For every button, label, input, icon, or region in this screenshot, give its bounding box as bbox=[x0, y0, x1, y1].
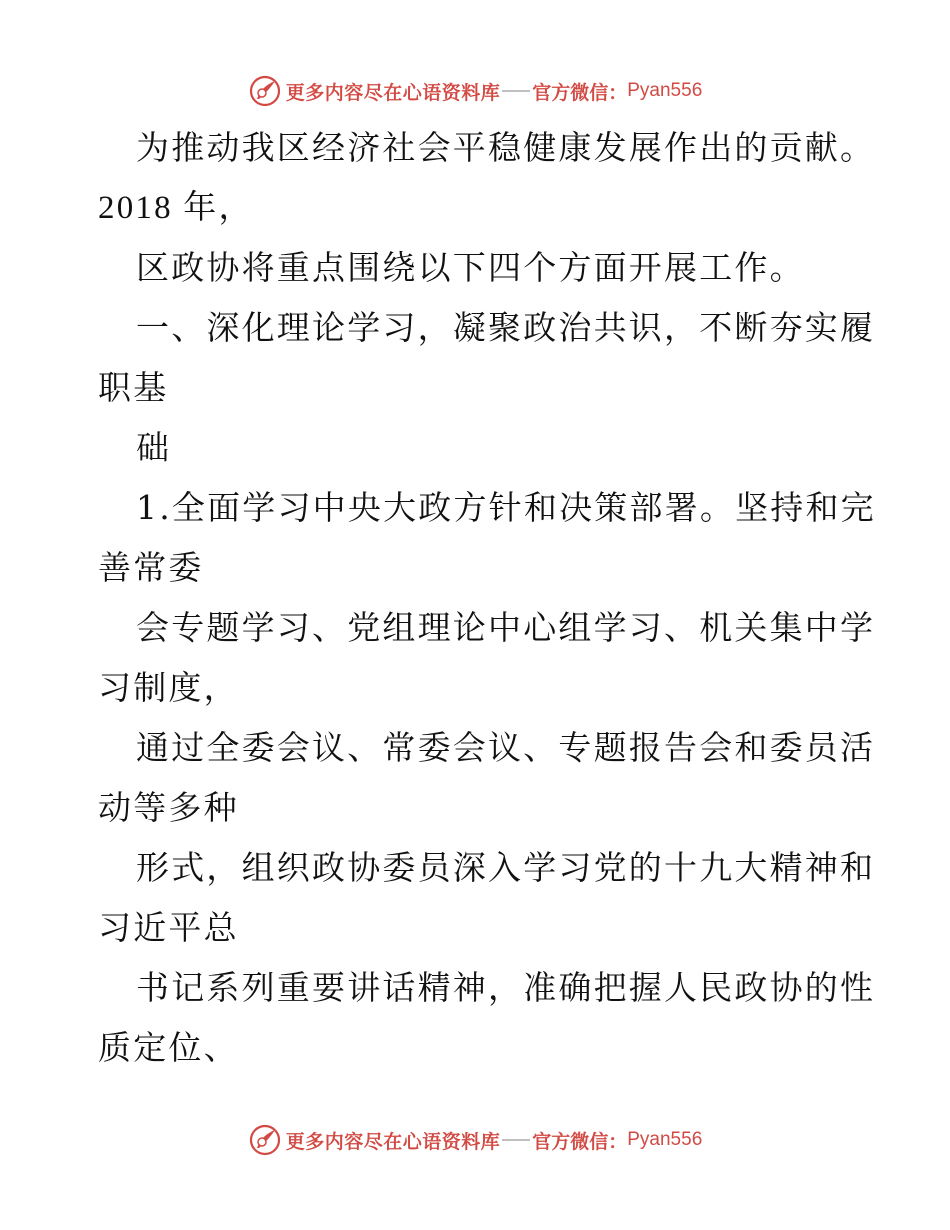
text-line: 质定位、 bbox=[98, 1028, 239, 1067]
watermark-wechat-label: 官方微信： bbox=[532, 81, 628, 104]
text-line: 形式，组织政协委员深入学习党的十九大精神和 bbox=[136, 848, 876, 887]
text-line: 会专题学习、党组理论中心组学习、机关集中学 bbox=[136, 608, 876, 647]
text-line: 础 bbox=[136, 428, 172, 467]
quill-logo-icon bbox=[248, 74, 282, 108]
text-line: 2018 年， bbox=[98, 190, 254, 226]
text-line: 职基 bbox=[98, 368, 169, 407]
text-line: 为推动我区经济社会平稳健康发展作出的贡献。 bbox=[136, 128, 876, 167]
section-heading-line: 一、深化理论学习，凝聚政治共识，不断夯实履 bbox=[136, 308, 876, 347]
watermark-dash bbox=[502, 1139, 530, 1141]
text-line: 习近平总 bbox=[98, 908, 239, 947]
header-watermark bbox=[0, 71, 950, 111]
watermark-dash bbox=[502, 90, 530, 92]
text-line: 动等多种 bbox=[98, 788, 239, 827]
watermark-text: 更多内容尽在心语资料库 bbox=[285, 1130, 501, 1153]
watermark-wechat-id: Pyan556 bbox=[627, 1129, 703, 1150]
document-body bbox=[98, 118, 876, 1078]
footer-watermark bbox=[0, 1120, 950, 1160]
text-line: 习制度， bbox=[98, 668, 239, 707]
text-line: 善常委 bbox=[98, 548, 204, 587]
text-line: 书记系列重要讲话精神，准确把握人民政协的性 bbox=[136, 968, 876, 1007]
watermark-wechat-label: 官方微信： bbox=[532, 1130, 628, 1153]
text-line: 区政协将重点围绕以下四个方面开展工作。 bbox=[136, 248, 805, 287]
watermark-wechat-id: Pyan556 bbox=[627, 80, 703, 101]
watermark-text: 更多内容尽在心语资料库 bbox=[285, 81, 501, 104]
list-item-line: 1.全面学习中央大政方针和决策部署。坚持和完 bbox=[136, 488, 876, 527]
text-line: 通过全委会议、常委会议、专题报告会和委员活 bbox=[136, 728, 876, 767]
quill-logo-icon bbox=[248, 1123, 282, 1157]
